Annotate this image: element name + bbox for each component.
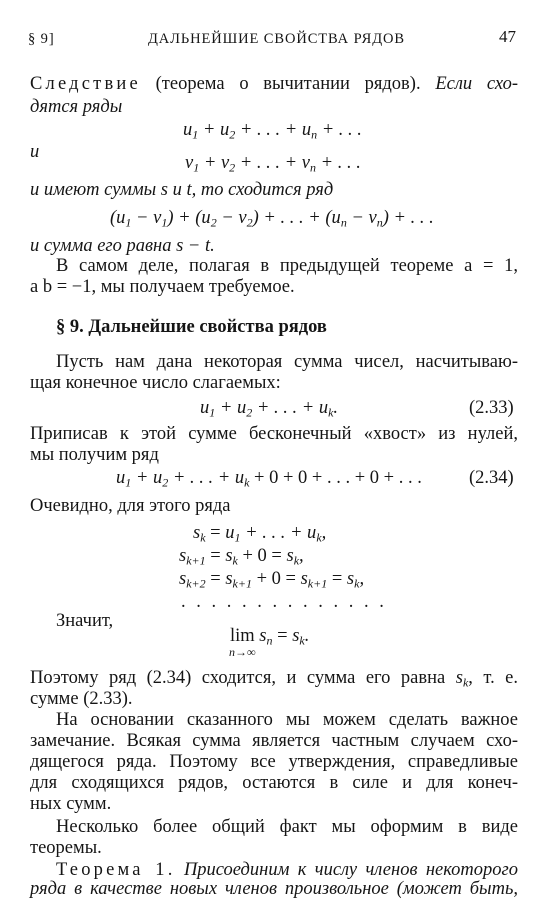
partial-sum-k1: $s_{k+1} = s_k + 0 = s_k$, <box>179 546 304 568</box>
corollary-lead-1: Если схо- <box>435 74 518 94</box>
page-number: 47 <box>499 27 516 46</box>
corollary-label: Следствие <box>30 74 141 94</box>
sum-is-line: и сумма его равна s − t. <box>30 236 215 256</box>
theorem-line-2: ряда в качестве новых членов произвольное (может быть, <box>30 879 518 899</box>
series-234: $u_1 + u_2$ + . . . + $u_k + 0 + 0$ + . . . + 0 + . . . <box>116 468 422 490</box>
eq-number-234: (2.34) <box>469 468 514 488</box>
continuation-dots: . . . . . . . . . . . . . . <box>181 592 387 612</box>
corollary-lead-2: дятся ряды <box>30 97 123 117</box>
p5-line-5: ных сумм. <box>30 794 112 814</box>
series-u: $u_1 + u_2$ + . . . + $u_n$ + . . . <box>183 120 362 142</box>
section-heading: § 9. Дальнейшие свойства рядов <box>56 317 327 337</box>
p2-line-2: мы получим ряд <box>30 445 159 465</box>
corollary-title: (теорема о вычитании рядов). <box>155 74 421 94</box>
p4-text-b: , т. е. <box>468 668 519 688</box>
series-difference: $(u_1 - v_1) + (u_2 - v_2)$ + . . . + $(u_n - v_n)$ + . . . <box>110 208 434 230</box>
p4-text-a: Поэтому ряд (2.34) сходится, и сумма его равна <box>30 668 446 688</box>
partial-sum-k: $s_k = u_1$ + . . . + $u_k$, <box>193 523 327 545</box>
and-word: и <box>30 142 40 162</box>
p4-line-2: сумме (2.33). <box>30 689 133 709</box>
proof-line-1: В самом деле, полагая в предыдущей теореме a = 1, <box>56 256 518 276</box>
p5-line-4: для сходящихся рядов, остаются в силе и для конеч- <box>30 773 518 793</box>
znachit: Значит, <box>56 611 114 631</box>
p4-sk: $s_k$ <box>455 668 469 690</box>
eq-number-233: (2.33) <box>469 398 514 418</box>
series-v: $v_1 + v_2$ + . . . + $v_n$ + . . . <box>185 153 361 175</box>
have-sums-line: и имеют суммы s и t, то сходится ряд <box>30 180 334 200</box>
header-section-ref: § 9] <box>28 31 55 47</box>
lim-subscript: n→∞ <box>229 645 256 659</box>
p4-line-1 <box>30 667 518 689</box>
p2-line-1: Приписав к этой сумме бесконечный «хвост» из нулей, <box>30 424 518 444</box>
finite-sum-233: $u_1 + u_2$ + . . . + $u_k$. <box>200 398 339 420</box>
p6-line-2: теоремы. <box>30 838 102 858</box>
p1-line-1: Пусть нам дана некоторая сумма чисел, насчитываю- <box>56 352 518 372</box>
theorem-text-1: Присоединим к числу членов некоторого <box>183 860 519 880</box>
limit-expression: $\lim s_n = s_k$. <box>230 626 310 648</box>
partial-sum-k2: $s_{k+2} = s_{k+1} + 0 = s_{k+1} = s_k$, <box>179 569 365 591</box>
p6-line-1: Несколько более общий факт мы оформим в виде <box>56 817 518 837</box>
p1-line-2: щая конечное число слагаемых: <box>30 373 281 393</box>
proof-line-2: a b = −1, мы получаем требуемое. <box>30 277 295 297</box>
p5-line-2: замечание. Всякая сумма является частным случаем схо- <box>30 731 518 751</box>
corollary-line-1 <box>30 73 518 95</box>
p5-line-1: На основании сказанного мы можем сделать важное <box>56 710 518 730</box>
lim-operator: lim <box>230 626 255 646</box>
theorem-label: Теорема 1. <box>56 860 176 880</box>
p5-line-3: дящегося ряда. Поэтому все утверждения, справедливые <box>30 752 518 772</box>
header-running-title: ДАЛЬНЕЙШИЕ СВОЙСТВА РЯДОВ <box>148 31 405 47</box>
p3: Очевидно, для этого ряда <box>30 496 231 516</box>
